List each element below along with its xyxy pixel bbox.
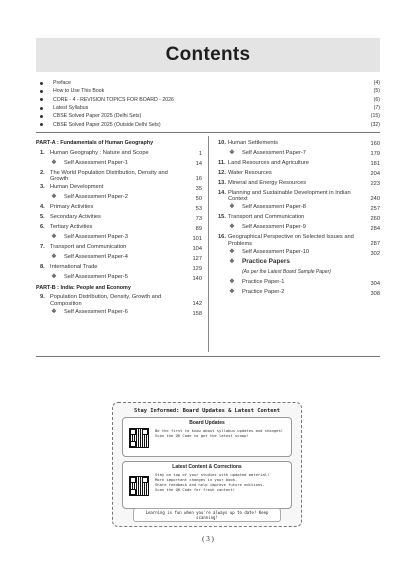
entry-page: 142	[192, 300, 202, 307]
prelim-item[interactable]	[36, 112, 380, 120]
latest-content-title: Latest Content & Corrections	[172, 464, 242, 470]
page-number: ( 3 )	[202, 535, 214, 543]
divider-top	[36, 132, 380, 133]
entry-label: Human Geography : Nature and Scope	[50, 149, 149, 156]
toc-entry[interactable]	[214, 213, 380, 223]
toc-entry[interactable]	[36, 213, 202, 223]
part-heading: PART-A : Fundamentals of Human Geography	[36, 140, 154, 146]
bullet-icon	[40, 90, 43, 93]
entry-page: 304	[370, 280, 380, 287]
entry-label: Geographical Perspective on Selected Issues and Problems	[228, 234, 354, 247]
board-updates-text: Be the first to know about syllabus updates and changes! Scan the QR Code to get the latest scoop!	[155, 428, 284, 438]
page-title: Contents	[165, 44, 251, 65]
entry-page: 16	[195, 176, 202, 183]
entry-page: 257	[370, 206, 380, 213]
chapter-number: 13.	[218, 179, 226, 186]
prelim-label: CBSE Solved Paper 2025 (Outside Delhi Sets)	[53, 121, 161, 128]
entry-label: Self Assessment Paper-5	[64, 274, 128, 281]
entry-label: Self Assessment Paper-6	[64, 308, 128, 315]
toc-subentry[interactable]	[36, 233, 202, 243]
entry-page: 302	[370, 250, 380, 257]
prelim-list	[36, 79, 380, 129]
toc-entry[interactable]	[36, 148, 202, 158]
board-updates-title: Board Updates	[189, 420, 225, 426]
toc-entry[interactable]	[36, 263, 202, 273]
diamond-bullet-icon: ❖	[229, 288, 235, 295]
entry-label: Water Resources	[228, 169, 272, 176]
entry-label: Practice Paper-2	[242, 288, 285, 295]
diamond-bullet-icon: ❖	[51, 234, 57, 241]
prelim-label: How to Use This Book	[53, 88, 105, 95]
diamond-bullet-icon: ❖	[229, 278, 235, 285]
qr-code-icon[interactable]	[129, 476, 149, 496]
prelim-page: (15)	[370, 113, 380, 120]
toc-entry[interactable]	[214, 257, 380, 267]
toc-left-column	[36, 138, 202, 317]
toc-entry[interactable]	[214, 233, 380, 248]
toc-entry[interactable]	[214, 158, 380, 168]
entry-label: Self Assessment Paper-2	[64, 194, 128, 201]
toc-subentry[interactable]	[214, 247, 380, 257]
entry-page: 104	[192, 246, 202, 253]
toc-subentry[interactable]	[214, 277, 380, 287]
entry-page: 240	[370, 196, 380, 203]
prelim-label: CORE - 4 - REVISION TOPICS FOR BOARD - 2026	[53, 96, 174, 103]
prelim-item[interactable]	[36, 96, 380, 104]
entry-label: Self Assessment Paper-1	[64, 159, 128, 166]
entry-page: 1	[198, 151, 202, 158]
chapter-number: 15.	[218, 214, 226, 221]
entry-page: 35	[195, 186, 202, 193]
entry-page: 89	[195, 226, 202, 233]
entry-label: Population Distribution, Density, Growth and Composition	[50, 294, 162, 307]
promo-title: Stay Informed: Board Updates & Latest Content	[133, 408, 281, 414]
entry-label: International Trade	[50, 264, 98, 271]
part-heading: PART-B : India: People and Economy	[36, 284, 131, 291]
toc-subentry[interactable]	[36, 253, 202, 263]
title-band	[36, 38, 380, 72]
prelim-item[interactable]	[36, 120, 380, 128]
chapter-number: 3.	[40, 184, 45, 191]
entry-page: 101	[192, 236, 202, 243]
chapter-number: 11.	[218, 159, 226, 166]
toc-subentry[interactable]	[36, 273, 202, 283]
promo-footer: Learning is fun when you're always up to date! Keep scanning!	[133, 508, 281, 522]
entry-page: 308	[370, 290, 380, 297]
toc-entry[interactable]	[36, 223, 202, 233]
entry-label: Primary Activities	[50, 204, 94, 211]
diamond-bullet-icon: ❖	[51, 274, 57, 281]
entry-label: Self Assessment Paper-7	[242, 149, 306, 156]
toc-subentry[interactable]	[214, 223, 380, 233]
entry-label: The World Population Distribution, Density and Growth	[50, 169, 168, 183]
entry-label: Self Assessment Paper-3	[64, 234, 128, 241]
entry-page: 50	[195, 196, 202, 203]
entry-label: Transport and Communication	[228, 214, 305, 221]
entry-page: 179	[370, 151, 380, 158]
toc-entry[interactable]	[36, 243, 202, 253]
diamond-bullet-icon: ❖	[229, 224, 235, 231]
chapter-number: 1.	[40, 149, 45, 156]
bullet-icon	[40, 98, 43, 101]
toc-subentry[interactable]	[214, 287, 380, 297]
diamond-bullet-icon: ❖	[229, 258, 235, 265]
entry-label: Self Assessment Paper-8	[242, 204, 306, 211]
chapter-number: 7.	[40, 244, 45, 251]
divider-bottom	[36, 356, 380, 357]
entry-page: 260	[370, 216, 380, 223]
entry-page: 160	[370, 141, 380, 148]
prelim-label: Latest Syllabus	[53, 105, 89, 112]
chapter-number: 2.	[40, 169, 45, 176]
entry-page: 14	[195, 161, 202, 168]
column-divider	[208, 136, 209, 352]
qr-code-icon[interactable]	[129, 428, 149, 448]
entry-label: Mineral and Energy Resources	[228, 179, 307, 186]
entry-page: 129	[192, 266, 202, 273]
prelim-page: (7)	[373, 105, 380, 112]
chapter-number: 5.	[40, 214, 45, 221]
chapter-number: 9.	[40, 294, 45, 301]
chapter-number: 16.	[218, 234, 226, 241]
prelim-page: (5)	[373, 88, 380, 95]
chapter-number: 6.	[40, 224, 45, 231]
toc-entry[interactable]	[214, 138, 380, 148]
chapter-number: 10.	[218, 139, 226, 146]
entry-page: 127	[192, 256, 202, 263]
prelim-label: CBSE Solved Paper 2025 (Delhi Sets)	[53, 113, 142, 120]
chapter-number: 12.	[218, 169, 226, 176]
chapter-number: 8.	[40, 264, 45, 271]
toc-entry[interactable]	[214, 168, 380, 178]
chapter-number: 14.	[218, 189, 226, 196]
toc-entry[interactable]	[36, 293, 202, 308]
toc-entry[interactable]	[214, 178, 380, 188]
latest-content-text: Stay on top of your studies with updated material! More important changes in your book. Share feedback and help improve future editions. Scan the QR Code for fresh content!	[155, 472, 270, 492]
toc-right-column	[214, 138, 380, 297]
latest-content-card	[122, 461, 292, 509]
entry-label: Self Assessment Paper-4	[64, 254, 128, 261]
toc-subentry[interactable]	[214, 148, 380, 158]
entry-page: 204	[370, 171, 380, 178]
diamond-bullet-icon: ❖	[51, 254, 57, 261]
entry-page: 158	[192, 310, 202, 317]
entry-label: Planning and Sustainable Development in Indian Context	[228, 189, 351, 203]
entry-label: Secondary Activities	[50, 214, 101, 221]
entry-label: Human Settlements	[228, 139, 278, 146]
prelim-item[interactable]	[36, 104, 380, 112]
bullet-icon	[40, 82, 43, 85]
entry-page: 53	[195, 206, 202, 213]
bullet-icon	[40, 115, 43, 118]
entry-page: 140	[192, 276, 202, 283]
diamond-bullet-icon: ❖	[229, 248, 235, 255]
diamond-bullet-icon: ❖	[229, 149, 235, 156]
toc-entry[interactable]	[36, 168, 202, 183]
chapter-number: 4.	[40, 204, 45, 211]
toc-subentry[interactable]	[36, 158, 202, 168]
prelim-item[interactable]	[36, 79, 380, 87]
board-updates-card	[122, 417, 292, 457]
entry-page: 223	[370, 181, 380, 188]
entry-label: Self Assessment Paper-10	[242, 248, 310, 255]
entry-label: Practice Papers	[242, 257, 290, 265]
bullet-icon	[40, 123, 43, 126]
toc-entry[interactable]	[214, 188, 380, 203]
prelim-page: (32)	[370, 121, 380, 128]
entry-label: Self Assessment Paper-9	[242, 224, 306, 231]
toc-subentry[interactable]	[214, 203, 380, 213]
prelim-item[interactable]	[36, 87, 380, 95]
entry-label: Tertiary Activities	[50, 224, 93, 231]
entry-label: Practice Paper-1	[242, 278, 285, 285]
prelim-page: (6)	[373, 96, 380, 103]
toc-subentry[interactable]	[36, 307, 202, 317]
entry-label: (As per the Latest Board Sample Paper)	[242, 268, 331, 275]
entry-page: 284	[370, 226, 380, 233]
entry-page: 73	[195, 216, 202, 223]
entry-label: Human Development	[50, 184, 104, 191]
qr-promo-box	[112, 402, 302, 527]
toc-entry[interactable]	[36, 203, 202, 213]
diamond-bullet-icon: ❖	[51, 159, 57, 166]
diamond-bullet-icon: ❖	[51, 194, 57, 201]
toc-entry	[214, 267, 380, 277]
entry-page: 181	[370, 161, 380, 168]
prelim-label: Preface	[53, 80, 71, 87]
toc-entry[interactable]	[36, 183, 202, 193]
prelim-page: (4)	[373, 80, 380, 87]
entry-label: Transport and Communication	[50, 244, 127, 251]
toc-subentry[interactable]	[36, 193, 202, 203]
diamond-bullet-icon: ❖	[229, 204, 235, 211]
entry-page: 287	[370, 240, 380, 247]
entry-label: Land Resources and Agriculture	[228, 159, 309, 166]
diamond-bullet-icon: ❖	[51, 308, 57, 315]
bullet-icon	[40, 107, 43, 110]
